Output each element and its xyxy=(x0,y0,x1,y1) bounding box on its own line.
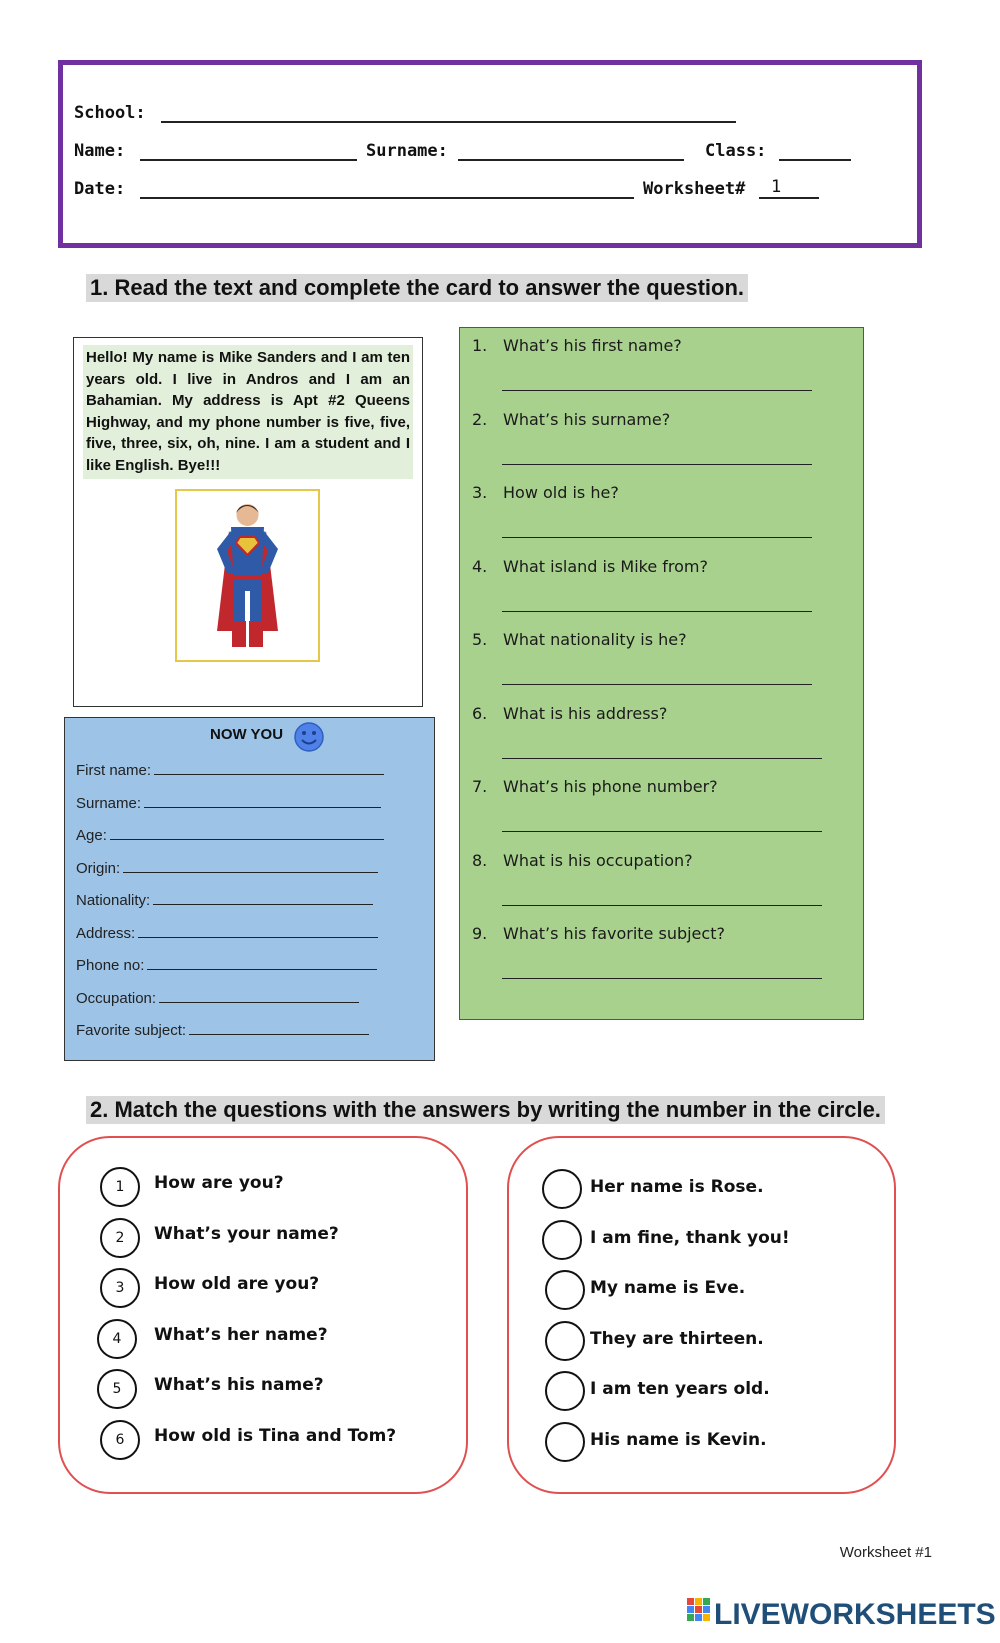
liveworksheets-logo-icon xyxy=(687,1598,711,1632)
surname-input-line[interactable] xyxy=(458,159,684,161)
answer-circle-input[interactable] xyxy=(542,1169,582,1209)
question-number: 6. xyxy=(472,703,488,723)
card-field-input-line[interactable] xyxy=(153,890,373,905)
match-answer-text: Her name is Rose. xyxy=(590,1177,764,1197)
card-field-label: First name: xyxy=(76,762,152,779)
card-field-input-line[interactable] xyxy=(154,760,384,775)
card-field-input-line[interactable] xyxy=(144,793,381,808)
match-answer-text: His name is Kevin. xyxy=(590,1429,767,1450)
card-field-input-line[interactable] xyxy=(147,955,377,970)
match-question-text: How old are you? xyxy=(154,1274,320,1294)
question-number-circle: 5 xyxy=(97,1369,137,1409)
question-item xyxy=(472,630,687,649)
card-field-row xyxy=(76,825,384,844)
section-1-title: 1. Read the text and complete the card to answer the question. xyxy=(86,274,748,302)
question-number-circle: 4 xyxy=(97,1319,137,1359)
card-field-label: Favorite subject: xyxy=(76,1022,187,1039)
question-item xyxy=(472,777,718,796)
card-field-row xyxy=(76,858,378,877)
date-input-line[interactable] xyxy=(140,197,634,199)
card-field-row xyxy=(76,760,384,779)
card-field-input-line[interactable] xyxy=(159,988,359,1003)
card-field-row xyxy=(76,890,373,909)
answer-circle-input[interactable] xyxy=(545,1321,585,1361)
answer-input-line[interactable] xyxy=(502,464,812,465)
card-field-input-line[interactable] xyxy=(110,825,384,840)
superhero-photo xyxy=(175,489,320,662)
question-text: What nationality is he? xyxy=(503,630,687,649)
match-answer-text: My name is Eve. xyxy=(590,1278,746,1298)
name-input-line[interactable] xyxy=(140,159,357,161)
question-number-circle: 1 xyxy=(100,1167,140,1207)
match-question-text: How old is Tina and Tom? xyxy=(154,1425,397,1446)
question-text: What’s his first name? xyxy=(503,336,682,355)
superhero-figure-icon xyxy=(177,491,318,660)
question-number-circle: 6 xyxy=(100,1420,140,1460)
now-you-title: NOW YOU xyxy=(210,726,284,743)
student-info-box xyxy=(58,60,922,248)
now-you-card xyxy=(64,717,435,1061)
date-label: Date: xyxy=(74,179,126,199)
question-number: 7. xyxy=(472,777,488,796)
answer-input-line[interactable] xyxy=(502,390,812,391)
answer-circle-input[interactable] xyxy=(545,1422,585,1462)
card-field-row xyxy=(76,988,359,1007)
class-input-line[interactable] xyxy=(779,159,851,161)
question-number-circle: 2 xyxy=(100,1218,140,1258)
question-item xyxy=(472,336,682,355)
card-field-input-line[interactable] xyxy=(123,858,378,873)
question-number-circle: 3 xyxy=(100,1268,140,1308)
match-question-text: What’s his name? xyxy=(154,1375,324,1395)
question-number: 1. xyxy=(472,336,488,355)
answer-input-line[interactable] xyxy=(502,758,822,759)
brand-name: LIVEWORKSHEETS xyxy=(714,1598,996,1631)
worksheet-footer-tag: Worksheet #1 xyxy=(839,1544,932,1561)
match-question-text: What’s her name? xyxy=(154,1324,328,1345)
question-item xyxy=(472,557,708,576)
match-question-text: What’s your name? xyxy=(154,1223,339,1244)
name-label: Name: xyxy=(74,141,126,161)
class-label: Class: xyxy=(705,141,767,161)
section-2-title: 2. Match the questions with the answers by writing the number in the circle. xyxy=(86,1096,885,1124)
answer-input-line[interactable] xyxy=(502,537,812,538)
answer-circle-input[interactable] xyxy=(545,1371,585,1411)
answer-input-line[interactable] xyxy=(502,831,822,832)
question-text: How old is he? xyxy=(503,483,619,502)
school-label: School: xyxy=(74,103,146,123)
card-field-label: Age: xyxy=(76,827,107,844)
card-field-row xyxy=(76,955,377,974)
reading-text: Hello! My name is Mike Sanders and I am ten years old. I live in Andros and I am an Bahamian. My address is Apt #2 Queens Highway, and my phone number is five, five, five, three, six, oh, nine. I am a student and I like English. Bye!!! xyxy=(83,345,413,479)
match-questions-box xyxy=(58,1136,468,1494)
match-answer-text: They are thirteen. xyxy=(590,1328,764,1349)
question-text: What’s his surname? xyxy=(503,409,671,429)
card-field-input-line[interactable] xyxy=(189,1020,369,1035)
answer-input-line[interactable] xyxy=(502,905,822,906)
match-answers-box xyxy=(507,1136,896,1494)
card-field-label: Surname: xyxy=(76,794,142,812)
card-field-label: Origin: xyxy=(76,859,121,877)
question-text: What is his address? xyxy=(503,703,668,723)
card-field-row xyxy=(76,793,381,812)
card-field-row xyxy=(76,923,378,942)
question-number: 8. xyxy=(472,850,488,870)
question-text: What’s his phone number? xyxy=(503,777,718,796)
card-field-row xyxy=(76,1020,369,1039)
answer-input-line[interactable] xyxy=(502,978,822,979)
question-item xyxy=(472,704,667,723)
smiley-icon xyxy=(293,721,325,753)
question-number: 5. xyxy=(472,630,488,649)
question-item xyxy=(472,924,725,943)
answer-input-line[interactable] xyxy=(502,684,812,685)
question-item xyxy=(472,410,670,429)
card-field-label: Phone no: xyxy=(76,957,145,974)
answer-circle-input[interactable] xyxy=(542,1220,582,1260)
question-text: What island is Mike from? xyxy=(503,556,709,576)
worksheet-label: Worksheet# xyxy=(643,179,746,199)
card-field-input-line[interactable] xyxy=(138,923,378,938)
school-input-line[interactable] xyxy=(161,121,736,123)
question-number: 2. xyxy=(472,409,488,429)
answer-input-line[interactable] xyxy=(502,611,812,612)
match-question-text: How are you? xyxy=(154,1173,284,1193)
question-number: 3. xyxy=(472,483,488,502)
match-answer-text: I am ten years old. xyxy=(590,1379,770,1399)
worksheet-number-line xyxy=(759,197,819,199)
surname-label: Surname: xyxy=(366,141,448,161)
question-text: What’s his favorite subject? xyxy=(503,924,725,943)
question-number: 4. xyxy=(472,556,488,576)
question-text: What is his occupation? xyxy=(503,850,693,870)
match-answer-text: I am fine, thank you! xyxy=(590,1227,790,1248)
question-item xyxy=(472,851,693,870)
card-field-label: Address: xyxy=(76,924,136,942)
question-item xyxy=(472,483,619,502)
worksheet-number: 1 xyxy=(771,177,782,197)
card-field-label: Occupation: xyxy=(76,989,157,1007)
answer-circle-input[interactable] xyxy=(545,1270,585,1310)
questions-card xyxy=(459,327,864,1020)
reading-card xyxy=(73,337,423,707)
question-number: 9. xyxy=(472,924,488,943)
card-field-label: Nationality: xyxy=(76,892,151,909)
